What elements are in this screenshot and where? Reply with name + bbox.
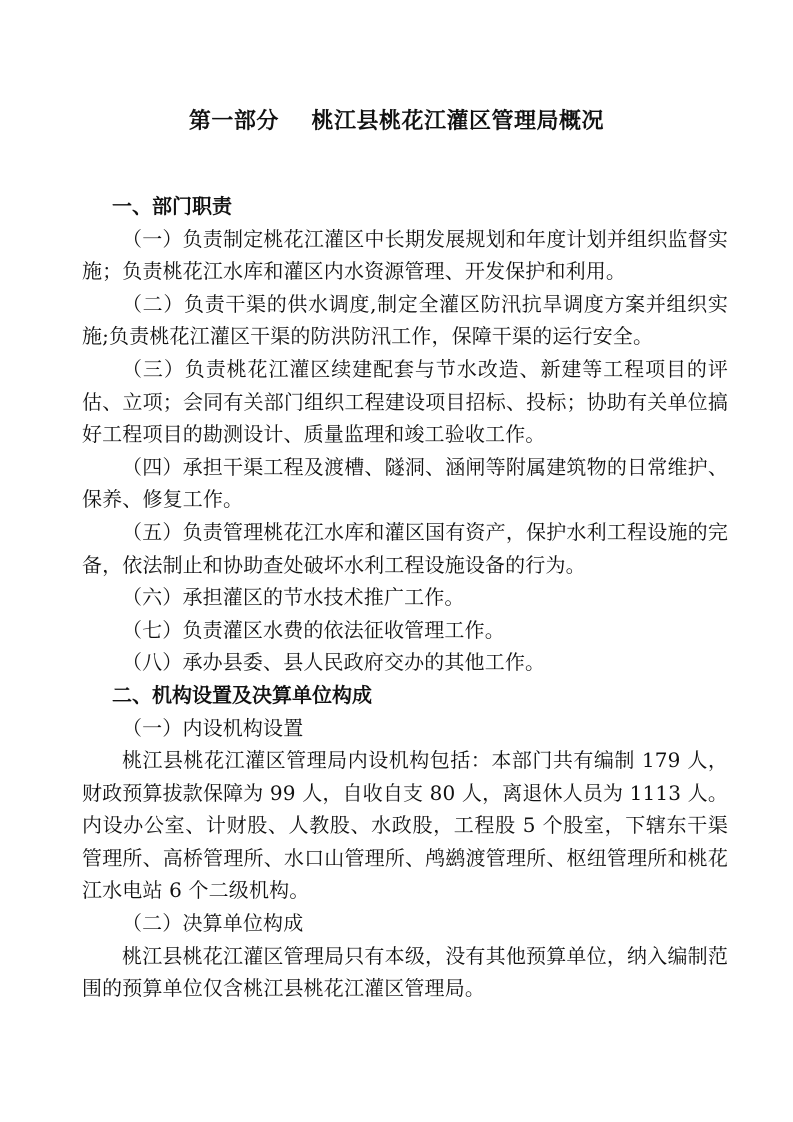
duty-item-5: （五）负责管理桃花江水库和灌区国有资产，保护水利工程设施的完备，依法制止和协助查处破坏水利工程设施设备的行为。 — [82, 519, 728, 577]
duty-item-2: （二）负责干渠的供水调度,制定全灌区防汛抗旱调度方案并组织实施;负责桃花江灌区干渠的防洪防汛工作，保障干渠的运行安全。 — [82, 291, 728, 349]
duty-item-4: （四）承担干渠工程及渡槽、隧洞、涵闸等附属建筑物的日常维护、保养、修复工作。 — [82, 454, 728, 512]
subsection-heading-units: （二）决算单位构成 — [122, 911, 304, 936]
duty-item-8: （八）承办县委、县人民政府交办的其他工作。 — [122, 650, 546, 675]
section-heading-structure: 二、机构设置及决算单位构成 — [112, 682, 372, 707]
subsection-heading-internal: （一）内设机构设置 — [122, 715, 304, 740]
duty-item-6: （六）承担灌区的节水技术推广工作。 — [122, 585, 465, 610]
page-title: 第一部分 桃江县桃花江灌区管理局概况 — [188, 109, 605, 134]
duty-item-3: （三）负责桃花江灌区续建配套与节水改造、新建等工程项目的评估、立项；会同有关部门组织工程建设项目招标、投标；协助有关单位搞好工程项目的勘测设计、质量监理和竣工验收工作。 — [82, 356, 728, 447]
internal-structure-text: 桃江县桃花江灌区管理局内设机构包括：本部门共有编制 179 人，财政预算拔款保障为 99 人，自收自支 80 人，离退休人员为 1113 人。内设办公室、计财股、人教股、水政股，工程股 5 个股室，下辖东干渠管理所、高桥管理所、水口山管理所、鸬鹚渡管理所、枢纽管理所和桃花江水电站 6 个二级机构。 — [82, 748, 728, 903]
document-body — [82, 190, 728, 1005]
section-heading-duties: 一、部门职责 — [112, 194, 232, 218]
duty-item-1: （一）负责制定桃花江灌区中长期发展规划和年度计划并组织监督实施；负责桃花江水库和灌区内水资源管理、开发保护和利用。 — [82, 226, 728, 284]
budget-units-text: 桃江县桃花江灌区管理局只有本级，没有其他预算单位，纳入编制范围的预算单位仅含桃江县桃花江灌区管理局。 — [82, 943, 728, 1001]
duty-item-7: （七）负责灌区水费的依法征收管理工作。 — [122, 617, 505, 642]
